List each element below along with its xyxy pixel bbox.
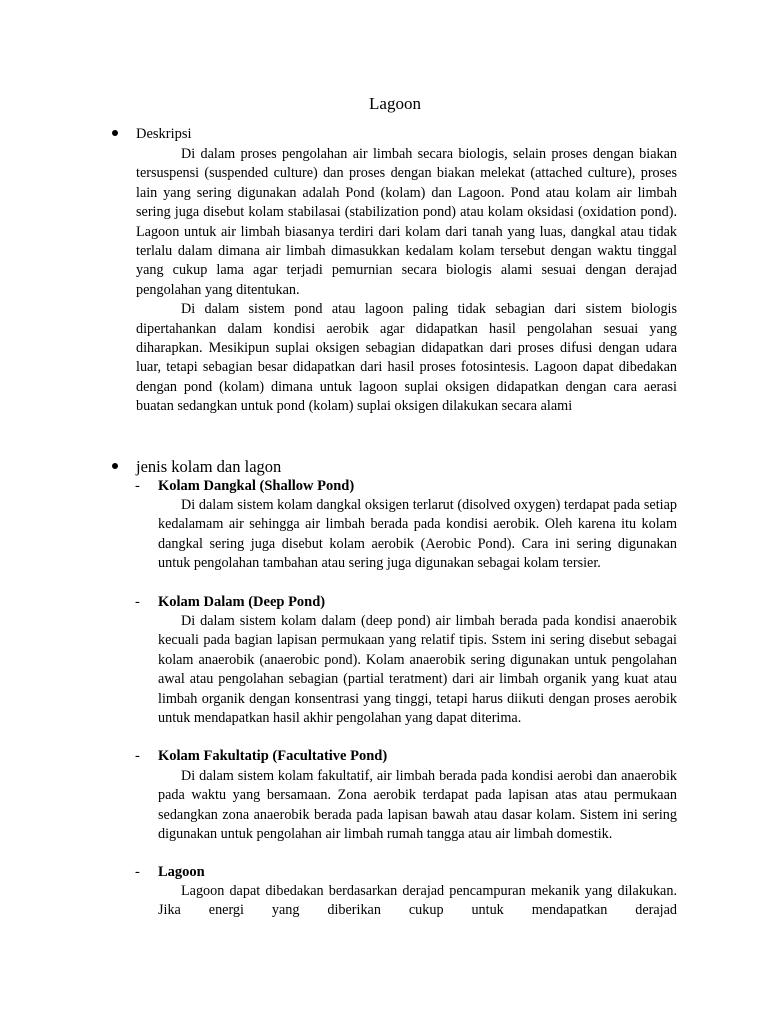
- page-title: Lagoon: [369, 94, 421, 113]
- list-item-title: Kolam Dangkal (Shallow Pond): [158, 478, 355, 494]
- list-dash: -: [135, 748, 140, 764]
- paragraph: Lagoon dapat dibedakan berdasarkan derajad pencampuran mekanik yang dilakukan. Jika energi yang diberikan cukup untuk mendapatkan derajad: [158, 883, 677, 919]
- list-item-title: Kolam Fakultatip (Facultative Pond): [158, 748, 388, 764]
- paragraph: Di dalam sistem kolam fakultatif, air limbah berada pada kondisi aerobi dan anaerobik pada waktu yang bersamaan. Zona aerobik terdapat pada lapisan atas atau permukaan sedangkan zona anaerobik berada pada lapisan bawah atau dasar kolam. Sistem ini sering digunakan untuk pengolahan air limbah rumah tangga atau air limbah domestik.: [158, 768, 677, 843]
- list-item-title: Lagoon: [158, 864, 205, 880]
- list-item-body: [158, 767, 677, 845]
- list-dash: -: [135, 594, 140, 610]
- section-heading-jenis: jenis kolam dan lagon: [136, 457, 282, 476]
- list-item-body: [158, 496, 677, 574]
- bullet-icon: [112, 130, 118, 136]
- list-dash: -: [135, 478, 140, 494]
- list-item-title: Kolam Dalam (Deep Pond): [158, 594, 326, 610]
- bullet-icon: [112, 463, 118, 469]
- section-heading-deskripsi: Deskripsi: [136, 126, 192, 142]
- paragraph: Di dalam sistem pond atau lagoon paling tidak sebagian dari sistem biologis dipertahankan dalam kondisi aerobik agar didapatkan hasil pengolahan sesuai yang diharapkan. Mesikipun suplai oksigen sebagian didapatkan dari proses difusi dengan udara luar, tetapi sebagian besar didapatkan dari hasil proses fotosintesis. Lagoon dapat dibedakan dengan pond (kolam) dimana untuk lagoon suplai oksigen didapatkan dengan cara aerasi buatan sedangkan untuk pond (kolam) suplai oksigen dilakukan secara alami: [136, 301, 677, 415]
- list-dash: -: [135, 864, 140, 880]
- paragraph: Di dalam proses pengolahan air limbah secara biologis, selain proses dengan biakan tersuspensi (suspended culture) dan proses dengan biakan melekat (attached culture), proses lain yang sering digunakan adalah Pond (kolam) dan Lagoon. Pond atau kolam air limbah sering juga disebut kolam stabilasai (stabilization pond) atau kolam oksidasi (oxidation pond). Lagoon untuk air limbah biasanya terdiri dari kolam dari tanah yang luas, dangkal atau tidak terlalu dalam dimana air limbah dimasukkan kedalam kolam tersebut dengan waktu tinggal yang cukup lama agar terjadi pemurnian secara biologis alami sesuai dengan derajad pengolahan yang ditentukan.: [136, 146, 677, 298]
- list-item-body: [158, 612, 677, 728]
- list-item-body: [158, 882, 677, 921]
- paragraph: Di dalam sistem kolam dangkal oksigen terlarut (disolved oxygen) terdapat pada setiap kedalamam air sehingga air limbah berada pada kondisi aerobik. Oleh karena itu kolam dangkal sering juga disebut kolam aerobik (Aerobic Pond). Cara ini sering digunakan untuk pengolahan tambahan atau sering juga digunakan sebagai kolam tersier.: [158, 497, 677, 572]
- paragraph: Di dalam sistem kolam dalam (deep pond) air limbah berada pada kondisi anaerobik kecuali pada bagian lapisan permukaan yang relatif tipis. Sstem ini sering disebut sebagai kolam anaerobik (anaerobic pond). Kolam anaerobik sering digunakan untuk pengolahan awal atau pengolahan sebagian (partial teratment) dari air limbah organik yang kuat atau limbah organik dengan konsentrasi yang tinggi, tetapi harus diikuti dengan proses aerobik untuk mendapatkan hasil akhir pengolahan yang dapat diterima.: [158, 613, 677, 727]
- section-body-deskripsi: [136, 145, 677, 417]
